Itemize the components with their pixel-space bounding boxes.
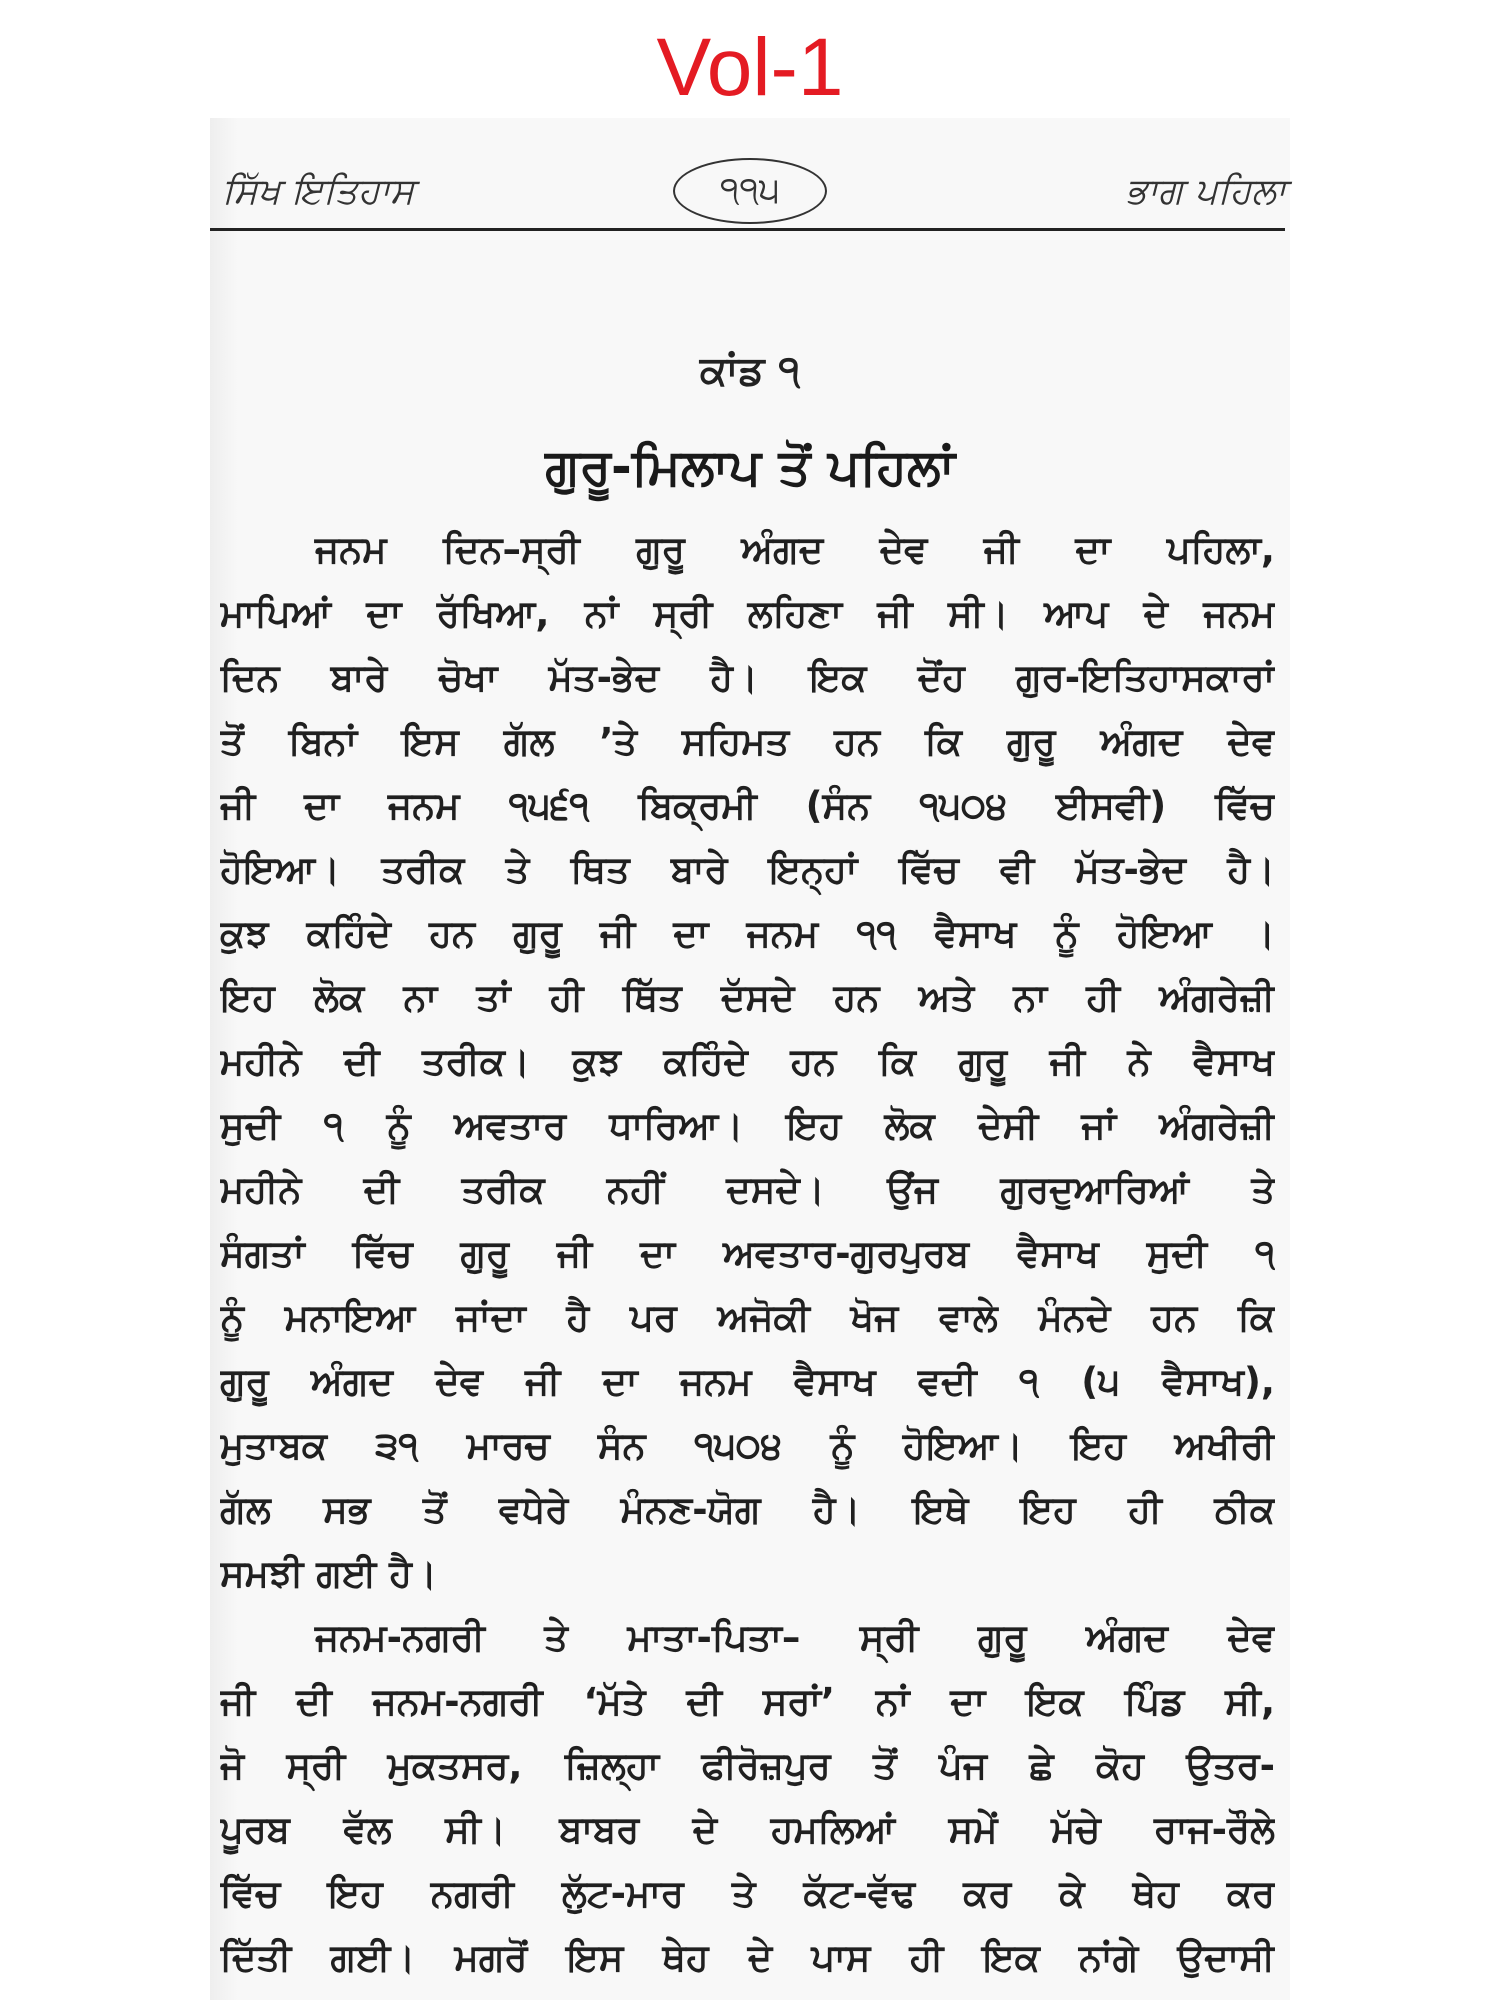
text-line: ਮਹੀਨੇ ਦੀ ਤਰੀਕ। ਕੁਝ ਕਹਿੰਦੇ ਹਨ ਕਿ ਗੁਰੂ ਜੀ ਨੇ ਵੈਸਾਖ [220, 1040, 1275, 1083]
text-line: ਸੰਗਤਾਂ ਵਿੱਚ ਗੁਰੂ ਜੀ ਦਾ ਅਵਤਾਰ-ਗੁਰਪੁਰਬ ਵੈਸਾਖ ਸੁਦੀ ੧ [220, 1232, 1275, 1275]
running-head-part: ਭਾਗ ਪਹਿਲਾ [1125, 171, 1286, 212]
text-line: ਨੂੰ ਮਨਾਇਆ ਜਾਂਦਾ ਹੈ ਪਰ ਅਜੋਕੀ ਖੋਜ ਵਾਲੇ ਮੰਨਦੇ ਹਨ ਕਿ [220, 1296, 1275, 1339]
chapter-title: ਗੁਰੂ-ਮਿਲਾਪ ਤੋਂ ਪਹਿਲਾਂ [545, 438, 955, 496]
text-line: ਤੋਂ ਬਿਨਾਂ ਇਸ ਗੱਲ ’ਤੇ ਸਹਿਮਤ ਹਨ ਕਿ ਗੁਰੂ ਅੰਗਦ ਦੇਵ [220, 720, 1275, 763]
text-line: ਜਨਮ ਦਿਨ–ਸ੍ਰੀ ਗੁਰੂ ਅੰਗਦ ਦੇਵ ਜੀ ਦਾ ਪਹਿਲਾ, [315, 528, 1275, 571]
header-rule [210, 228, 1285, 231]
text-line: ਮਹੀਨੇ ਦੀ ਤਰੀਕ ਨਹੀਂ ਦਸਦੇ। ਉਂਜ ਗੁਰਦੁਆਰਿਆਂ ਤੇ [220, 1168, 1275, 1211]
text-line: ਗੱਲ ਸਭ ਤੋਂ ਵਧੇਰੇ ਮੰਨਣ-ਯੋਗ ਹੈ। ਇਥੇ ਇਹ ਹੀ ਠੀਕ [220, 1488, 1275, 1531]
text-line: ਗੁਰੂ ਅੰਗਦ ਦੇਵ ਜੀ ਦਾ ਜਨਮ ਵੈਸਾਖ ਵਦੀ ੧ (੫ ਵੈਸਾਖ), [220, 1360, 1275, 1403]
running-head-book-title: ਸਿੱਖ ਇਤਿਹਾਸ [222, 171, 415, 212]
scanned-page [210, 118, 1290, 2000]
text-line: ਜਨਮ-ਨਗਰੀ ਤੇ ਮਾਤਾ-ਪਿਤਾ– ਸ੍ਰੀ ਗੁਰੂ ਅੰਗਦ ਦੇਵ [315, 1616, 1275, 1659]
text-line: ਮਾਪਿਆਂ ਦਾ ਰੱਖਿਆ, ਨਾਂ ਸ੍ਰੀ ਲਹਿਣਾ ਜੀ ਸੀ। ਆਪ ਦੇ ਜਨਮ [220, 592, 1275, 635]
text-line: ਦਿੱਤੀ ਗਈ। ਮਗਰੋਂ ਇਸ ਥੇਹ ਦੇ ਪਾਸ ਹੀ ਇਕ ਨਾਂਗੇ ਉਦਾਸੀ [220, 1936, 1275, 1979]
text-line: ਜੀ ਦਾ ਜਨਮ ੧੫੬੧ ਬਿਕ੍ਰਮੀ (ਸੰਨ ੧੫੦੪ ਈਸਵੀ) ਵਿੱਚ [220, 784, 1275, 827]
text-line: ਹੋਇਆ। ਤਰੀਕ ਤੇ ਥਿਤ ਬਾਰੇ ਇਨ੍ਹਾਂ ਵਿੱਚ ਵੀ ਮੱਤ-ਭੇਦ ਹੈ। [220, 848, 1275, 891]
body-text [220, 518, 1275, 1990]
page-number: ੧੧੫ [673, 158, 827, 224]
text-line: ਸਮਝੀ ਗਈ ਹੈ। [220, 1552, 437, 1595]
text-line: ਇਹ ਲੋਕ ਨਾ ਤਾਂ ਹੀ ਥਿੱਤ ਦੱਸਦੇ ਹਨ ਅਤੇ ਨਾ ਹੀ ਅੰਗਰੇਜ਼ੀ [220, 976, 1275, 1019]
text-line: ਜੀ ਦੀ ਜਨਮ-ਨਗਰੀ ‘ਮੱਤੇ ਦੀ ਸਰਾਂ’ ਨਾਂ ਦਾ ਇਕ ਪਿੰਡ ਸੀ, [220, 1680, 1275, 1723]
text-line: ਕੁਝ ਕਹਿੰਦੇ ਹਨ ਗੁਰੂ ਜੀ ਦਾ ਜਨਮ ੧੧ ਵੈਸਾਖ ਨੂੰ ਹੋਇਆ । [220, 912, 1275, 955]
text-line: ਜੋ ਸ੍ਰੀ ਮੁਕਤਸਰ, ਜ਼ਿਲ੍ਹਾ ਫੀਰੋਜ਼ਪੁਰ ਤੋਂ ਪੰਜ ਛੇ ਕੋਹ ਉਤਰ- [220, 1744, 1275, 1787]
volume-label: Vol-1 [656, 22, 844, 113]
running-head [210, 153, 1290, 233]
text-line: ਦਿਨ ਬਾਰੇ ਚੋਖਾ ਮੱਤ-ਭੇਦ ਹੈ। ਇਕ ਦੋਂਹ ਗੁਰ-ਇਤਿਹਾਸਕਾਰਾਂ [220, 656, 1275, 699]
chapter-number: ਕਾਂਡ ੧ [699, 348, 801, 394]
text-line: ਸੁਦੀ ੧ ਨੂੰ ਅਵਤਾਰ ਧਾਰਿਆ। ਇਹ ਲੋਕ ਦੇਸੀ ਜਾਂ ਅੰਗਰੇਜ਼ੀ [220, 1104, 1275, 1147]
text-line: ਮੁਤਾਬਕ ੩੧ ਮਾਰਚ ਸੰਨ ੧੫੦੪ ਨੂੰ ਹੋਇਆ। ਇਹ ਅਖੀਰੀ [220, 1424, 1275, 1467]
text-line: ਪੂਰਬ ਵੱਲ ਸੀ। ਬਾਬਰ ਦੇ ਹਮਲਿਆਂ ਸਮੇਂ ਮੱਚੇ ਰਾਜ-ਰੌਲੇ [220, 1808, 1275, 1851]
text-line: ਵਿੱਚ ਇਹ ਨਗਰੀ ਲੁੱਟ-ਮਾਰ ਤੇ ਕੱਟ-ਵੱਢ ਕਰ ਕੇ ਥੇਹ ਕਰ [220, 1872, 1275, 1915]
